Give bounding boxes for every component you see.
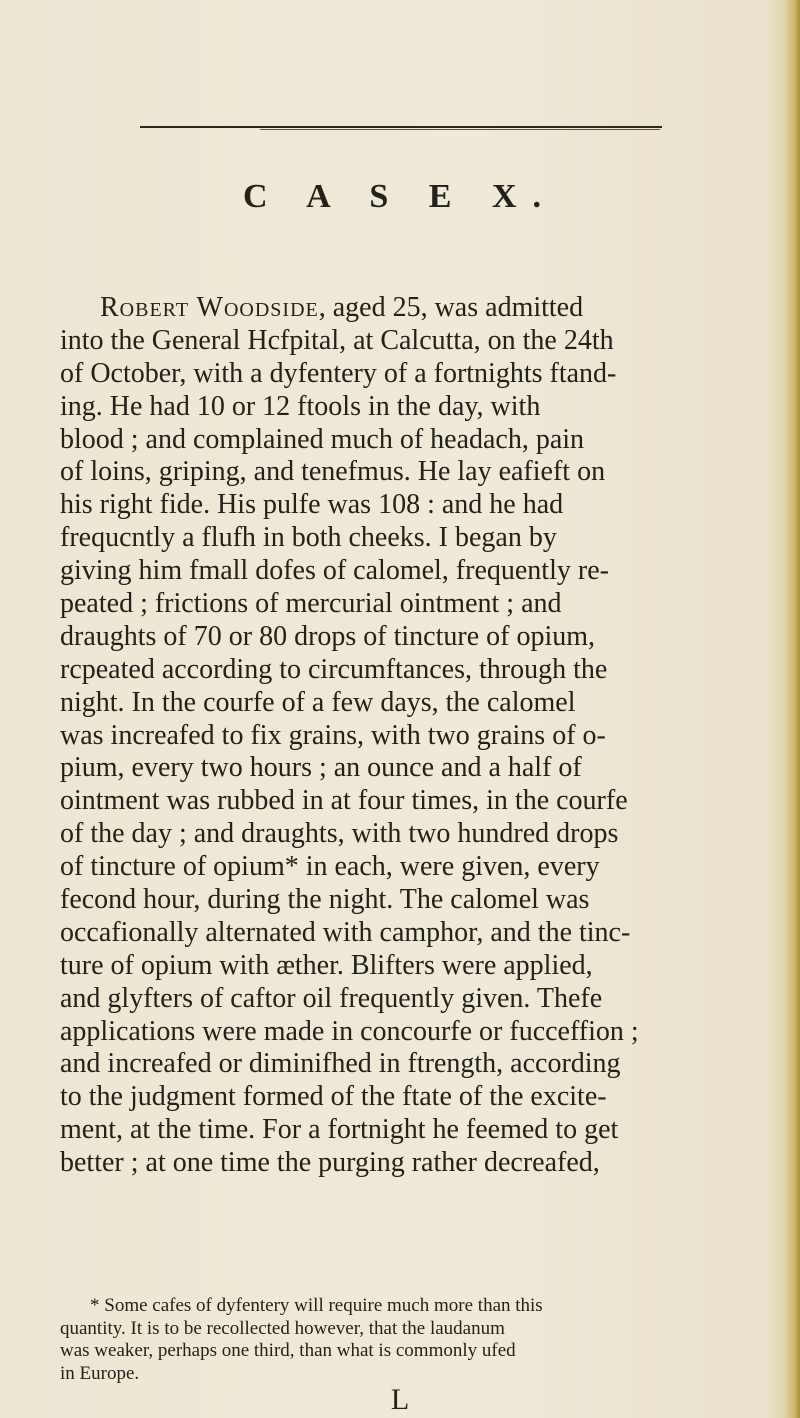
footnote — [60, 1295, 760, 1385]
text-line: applications were made in concourfe or fucceffion ; — [60, 1015, 639, 1047]
text-line: giving him fmall dofes of calomel, frequently re- — [60, 555, 609, 587]
text-line: blood ; and complained much of headach, pain — [60, 423, 585, 455]
text-line: was increafed to fix grains, with two grains of o- — [60, 719, 606, 751]
text-line: of October, with a dyfentery of a fortnights ftand- — [60, 357, 617, 389]
text-line: to the judgment formed of the ftate of the excite- — [60, 1081, 607, 1113]
text-line: and increafed or diminifhed in ftrength, according — [60, 1048, 621, 1080]
text-line: into the General Hcfpital, at Calcutta, on the 24th — [60, 324, 614, 356]
body-text — [60, 292, 760, 1180]
text-line: of tincture of opium* in each, were given, every — [60, 851, 600, 883]
header-rule-secondary — [260, 129, 660, 130]
text-line: his right fide. His pulfe was 108 : and he had — [60, 489, 564, 521]
text-line: ment, at the time. For a fortnight he feemed to get — [60, 1114, 619, 1146]
text-line: frequcntly a flufh in both cheeks. I began by — [60, 522, 557, 554]
text-line: peated ; frictions of mercurial ointment ; and — [60, 588, 562, 620]
text-line: night. In the courfe of a few days, the calomel — [60, 686, 576, 718]
text-line-1: Robert Woodside, aged 25, was admitted — [100, 292, 584, 323]
text-line: and glyfters of caftor oil frequently given. Thefe — [60, 982, 603, 1014]
patient-name: Robert Woodside — [100, 292, 319, 323]
text-line: ing. He had 10 or 12 ftools in the day, with — [60, 390, 541, 422]
text-line: better ; at one time the purging rather decreafed, — [60, 1147, 600, 1179]
header-rule — [140, 126, 662, 128]
text-line: fecond hour, during the night. The calomel was — [60, 884, 590, 916]
text-line: occafionally alternated with camphor, and the tinc- — [60, 916, 631, 948]
footnote-line: * Some cafes of dyfentery will require much more than this — [90, 1295, 543, 1316]
footnote-line: quantity. It is to be recollected however, that the laudanum — [60, 1317, 505, 1339]
text-line: ture of opium with æther. Blifters were applied, — [60, 949, 593, 981]
case-title: C A S E X. — [243, 178, 557, 215]
text-line: of loins, griping, and tenefmus. He lay eafieft on — [60, 456, 606, 488]
text-line: draughts of 70 or 80 drops of tincture of opium, — [60, 620, 596, 652]
footnote-line: in Europe. — [60, 1362, 140, 1384]
text-line: ointment was rubbed in at four times, in the courfe — [60, 785, 628, 817]
signature-mark: L — [390, 1383, 410, 1416]
text-line: rcpeated according to circumftances, through the — [60, 653, 608, 685]
text-line: of the day ; and draughts, with two hundred drops — [60, 818, 619, 850]
text-line: pium, every two hours ; an ounce and a half of — [60, 752, 582, 784]
footnote-line: was weaker, perhaps one third, than what is commonly ufed — [60, 1340, 516, 1361]
